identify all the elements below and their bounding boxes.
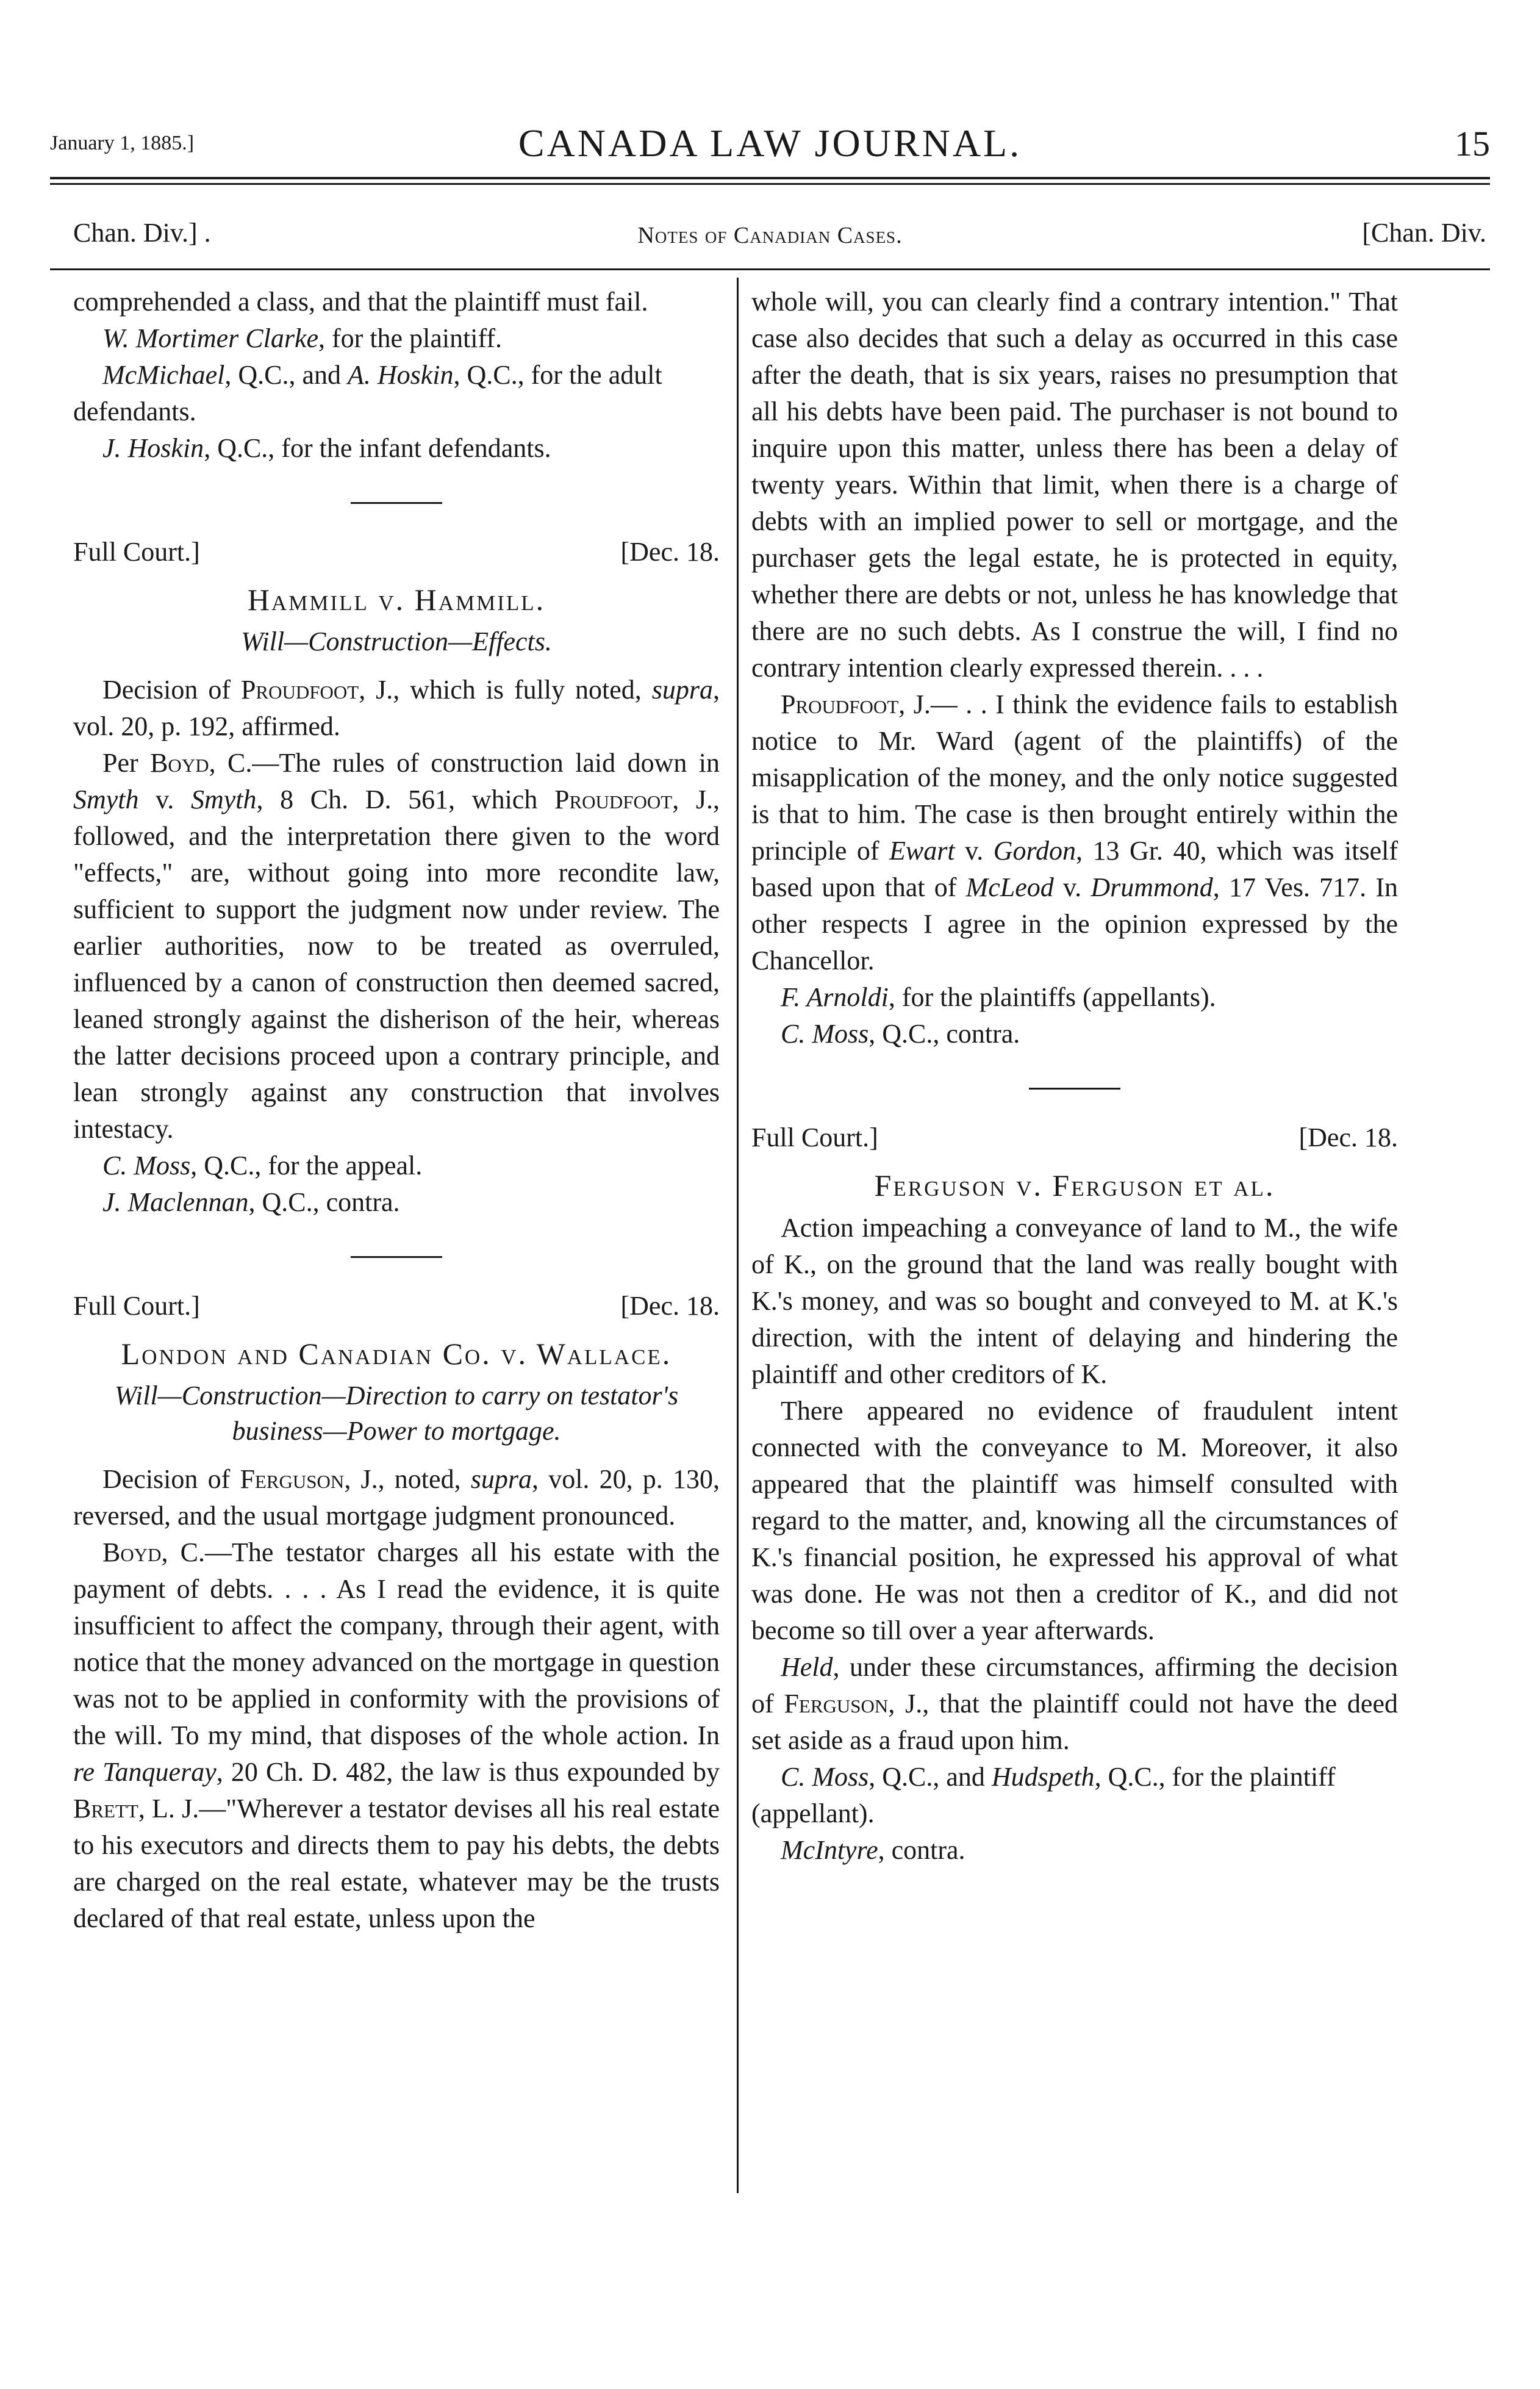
counsel-line: C. Moss, Q.C., contra. bbox=[781, 1019, 1020, 1049]
continuation-text: comprehended a class, and that the plaintiff must fail. bbox=[73, 287, 648, 317]
case-title: London and Canadian Co. v. Wallace. bbox=[121, 1337, 672, 1371]
case-paragraph: Decision of Proudfoot, J., which is fully noted, supra, vol. 20, p. 192, affirmed. bbox=[73, 675, 720, 741]
counsel-line: J. Hoskin, Q.C., for the infant defendants. bbox=[102, 433, 551, 463]
case-date: [Dec. 18. bbox=[620, 537, 720, 567]
section-head-left: Chan. Div.] . bbox=[73, 218, 211, 248]
case-subject: Will—Construction—Direction to carry on testator's business—Power to mortgage. bbox=[114, 1381, 679, 1446]
separator-rule bbox=[751, 1068, 1398, 1105]
court-line bbox=[73, 534, 720, 573]
separator-rule bbox=[73, 1237, 720, 1273]
case-title: Ferguson v. Ferguson et al. bbox=[874, 1168, 1275, 1202]
section-head bbox=[50, 215, 1490, 251]
case-paragraph: There appeared no evidence of fraudulent intent connected with the conveyance to M. Moreover, it also appeared that the plaintiff was himself consulted with regard to the matter, and, knowing all the circumstances of K.'s financial position, he expressed his approval of what was done. He was not then a creditor of K., and did not become so till over a year afterwards. bbox=[751, 1396, 1398, 1645]
left-column bbox=[73, 284, 720, 1937]
section-head-right: [Chan. Div. bbox=[1362, 218, 1486, 248]
header-rule-top bbox=[50, 177, 1490, 179]
case-paragraph: Decision of Ferguson, J., noted, supra, vol. 20, p. 130, reversed, and the usual mortgage judgment pronounced. bbox=[73, 1464, 720, 1531]
page-number: 15 bbox=[1455, 124, 1490, 163]
continuation-text: whole will, you can clearly find a contrary intention." That case also decides that such a delay as occurred in this case after the death, that is six years, raises no presumption that all his debts have been paid. The purchaser is not bound to inquire upon this matter, unless there has been a delay of twenty years. Within that limit, when there is a charge of debts with an implied power to sell or mortgage, and the purchaser gets the legal estate, he is protected in equity, whether there are debts or not, unless he has knowledge that there are no such debts. As I construe the will, I find no contrary intention clearly expressed therein. . . . bbox=[751, 287, 1398, 683]
running-head bbox=[50, 121, 1490, 170]
case-date: [Dec. 18. bbox=[620, 1291, 720, 1321]
section-rule bbox=[50, 268, 1490, 270]
case-holding: Held, under these circumstances, affirming the decision of Ferguson, J., that the plaintiff could not have the deed set aside as a fraud upon him. bbox=[751, 1652, 1398, 1755]
counsel-line: C. Moss, Q.C., for the appeal. bbox=[102, 1151, 423, 1180]
counsel-line: F. Arnoldi, for the plaintiffs (appellants). bbox=[781, 982, 1216, 1012]
court-line bbox=[73, 1288, 720, 1327]
court-name: Full Court.] bbox=[73, 537, 200, 567]
counsel-line: W. Mortimer Clarke, for the plaintiff. bbox=[102, 323, 503, 353]
court-name: Full Court.] bbox=[751, 1123, 878, 1152]
column-divider bbox=[737, 278, 739, 2193]
counsel-line: C. Moss, Q.C., and Hudspeth, Q.C., for the plaintiff (appellant). bbox=[751, 1762, 1336, 1828]
counsel-line: McIntyre, contra. bbox=[781, 1835, 965, 1865]
section-head-center: Notes of Canadian Cases. bbox=[637, 223, 903, 248]
case-paragraph: Per Boyd, C.—The rules of construction laid down in Smyth v. Smyth, 8 Ch. D. 561, which Proudfoot, J., followed, and the interpretation there given to the word "effects," are, without going into more recondite law, sufficient to support the judgment now under review. The earlier authorities, now to be treated as overruled, influenced by a canon of construction then deemed sacred, leaned strongly against the disherison of the heir, whereas the latter decisions proceed upon a contrary principle, and lean strongly against any construction that involves intestacy. bbox=[73, 748, 720, 1144]
header-rule-bottom bbox=[50, 183, 1490, 185]
case-subject: Will—Construction—Effects. bbox=[241, 627, 552, 656]
counsel-line: McMichael, Q.C., and A. Hoskin, Q.C., for the adult defendants. bbox=[73, 360, 662, 426]
court-name: Full Court.] bbox=[73, 1291, 200, 1321]
journal-title: CANADA LAW JOURNAL. bbox=[518, 121, 1022, 165]
case-paragraph: Boyd, C.—The testator charges all his estate with the payment of debts. . . . As I read the evidence, it is quite insufficient to affect the company, through their agent, with notice that the money advanced on the mortgage in question was not to be applied in conformity with the provisions of the will. To my mind, that disposes of the whole action. In re Tanqueray, 20 Ch. D. 482, the law is thus expounded by Brett, L. J.—"Wherever a testator devises all his real estate to his executors and directs them to pay his debts, the debts are charged on the real estate, whatever may be the trusts declared of that real estate, unless upon the bbox=[73, 1537, 720, 1933]
counsel-line: J. Maclennan, Q.C., contra. bbox=[102, 1187, 400, 1217]
case-title: Hammill v. Hammill. bbox=[247, 583, 546, 617]
case-date: [Dec. 18. bbox=[1298, 1123, 1398, 1152]
court-line bbox=[751, 1119, 1398, 1159]
right-column bbox=[751, 284, 1398, 1869]
case-paragraph: Proudfoot, J.— . . I think the evidence fails to establish notice to Mr. Ward (agent of the plaintiffs) of the misapplication of the money, and the only notice suggested is that to him. The case is then brought entirely within the principle of Ewart v. Gordon, 13 Gr. 40, which was itself based upon that of McLeod v. Drummond, 17 Ves. 717. In other respects I agree in the opinion expressed by the Chancellor. bbox=[751, 689, 1398, 975]
case-paragraph: Action impeaching a conveyance of land to M., the wife of K., on the ground that the land was really bought with K.'s money, and was so bought and conveyed to M. at K.'s direction, with the intent of delaying and hindering the plaintiff and other creditors of K. bbox=[751, 1213, 1398, 1389]
issue-date: January 1, 1885.] bbox=[50, 132, 195, 154]
separator-rule bbox=[73, 483, 720, 519]
